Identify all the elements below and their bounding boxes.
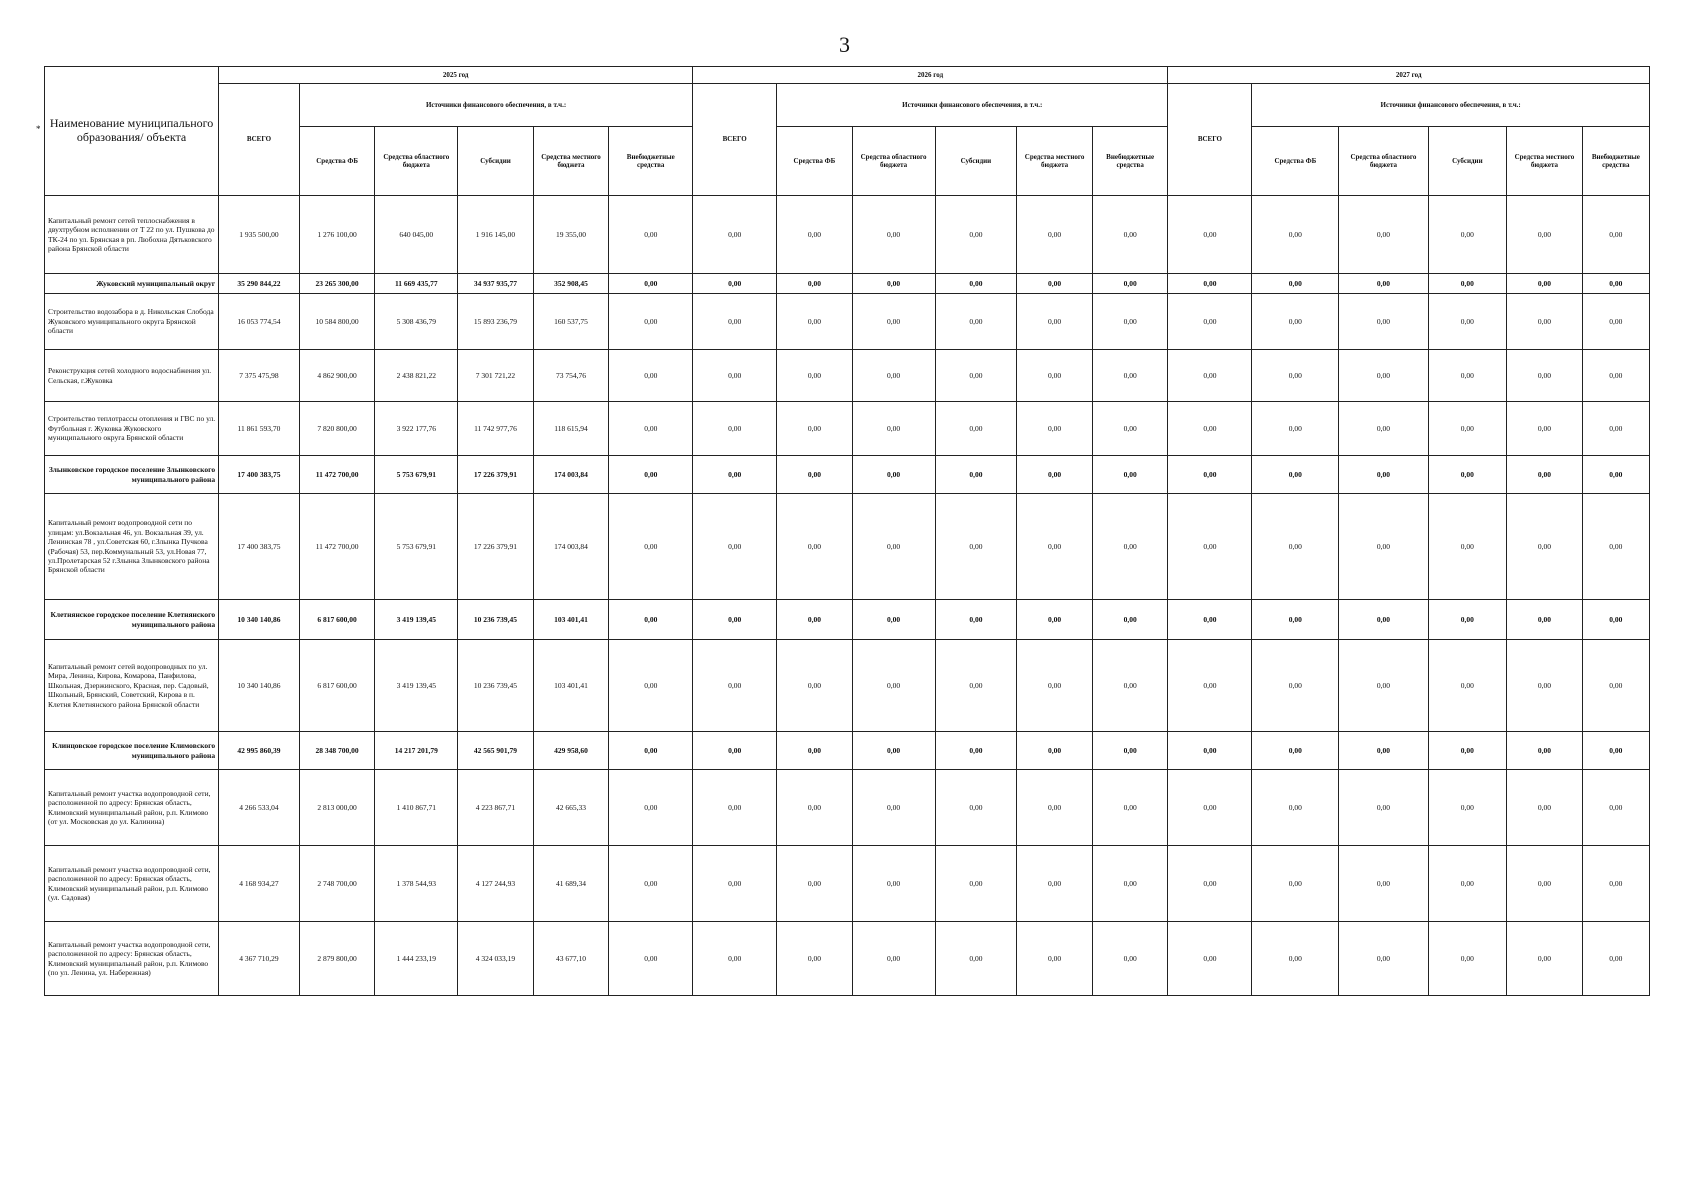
value-cell: 0,00 xyxy=(1252,640,1339,732)
value-cell: 0,00 xyxy=(1168,456,1252,494)
value-cell: 0,00 xyxy=(1017,732,1093,770)
value-cell: 0,00 xyxy=(1339,402,1428,456)
value-cell: 0,00 xyxy=(1428,494,1507,600)
value-cell: 0,00 xyxy=(693,640,777,732)
value-cell: 10 584 800,00 xyxy=(299,294,375,350)
value-cell: 41 689,34 xyxy=(533,846,609,922)
table-row xyxy=(45,350,1650,402)
value-cell: 0,00 xyxy=(935,456,1017,494)
value-cell: 14 217 201,79 xyxy=(375,732,458,770)
value-cell: 0,00 xyxy=(693,732,777,770)
value-cell: 103 401,41 xyxy=(533,600,609,640)
value-cell: 0,00 xyxy=(1017,494,1093,600)
object-name: Капитальный ремонт сетей водопроводных по ул. Мира, Ленина, Кирова, Комарова, Панфилова, Школьная, Дзержинского, Красная, пер. Садовый, Школьный, Брянский, Советский, Кирова в п. Клетня Клетнянского района Брянской области xyxy=(45,640,219,732)
value-cell: 0,00 xyxy=(1428,350,1507,402)
value-cell: 0,00 xyxy=(1017,640,1093,732)
value-cell: 0,00 xyxy=(1252,600,1339,640)
value-cell: 0,00 xyxy=(1168,732,1252,770)
value-cell: 4 367 710,29 xyxy=(219,922,300,996)
value-cell: 0,00 xyxy=(852,456,935,494)
subcol-regional-2025: Средства областного бюджета xyxy=(375,127,458,196)
value-cell: 0,00 xyxy=(1168,770,1252,846)
value-cell: 1 276 100,00 xyxy=(299,196,375,274)
value-cell: 10 236 739,45 xyxy=(458,640,534,732)
value-cell: 0,00 xyxy=(1428,402,1507,456)
subcol-fb-2027: Средства ФБ xyxy=(1252,127,1339,196)
value-cell: 0,00 xyxy=(935,770,1017,846)
value-cell: 0,00 xyxy=(1252,456,1339,494)
value-cell: 0,00 xyxy=(852,294,935,350)
value-cell: 3 419 139,45 xyxy=(375,640,458,732)
municipality-name: Клетнянское городское поселение Клетнянского муниципального района xyxy=(45,600,219,640)
value-cell: 0,00 xyxy=(693,922,777,996)
value-cell: 0,00 xyxy=(693,274,777,294)
subcol-local-2027: Средства местного бюджета xyxy=(1507,127,1583,196)
value-cell: 0,00 xyxy=(1017,846,1093,922)
value-cell: 0,00 xyxy=(609,922,693,996)
value-cell: 0,00 xyxy=(609,402,693,456)
value-cell: 15 893 236,79 xyxy=(458,294,534,350)
value-cell: 0,00 xyxy=(1428,274,1507,294)
subcol-fb-2026: Средства ФБ xyxy=(777,127,853,196)
value-cell: 0,00 xyxy=(1339,456,1428,494)
value-cell: 160 537,75 xyxy=(533,294,609,350)
value-cell: 0,00 xyxy=(609,640,693,732)
value-cell: 4 862 900,00 xyxy=(299,350,375,402)
value-cell: 0,00 xyxy=(1092,732,1168,770)
value-cell: 0,00 xyxy=(1092,922,1168,996)
value-cell: 0,00 xyxy=(1252,350,1339,402)
value-cell: 2 879 800,00 xyxy=(299,922,375,996)
value-cell: 0,00 xyxy=(693,600,777,640)
value-cell: 0,00 xyxy=(935,494,1017,600)
value-cell: 0,00 xyxy=(609,294,693,350)
value-cell: 0,00 xyxy=(1168,846,1252,922)
sources-header-2025: Источники финансового обеспечения, в т.ч.: xyxy=(299,84,692,127)
value-cell: 0,00 xyxy=(1507,494,1583,600)
value-cell: 5 753 679,91 xyxy=(375,494,458,600)
value-cell: 0,00 xyxy=(1507,600,1583,640)
value-cell: 0,00 xyxy=(1582,294,1649,350)
value-cell: 0,00 xyxy=(1582,402,1649,456)
year-header-2026: 2026 год xyxy=(693,67,1168,84)
value-cell: 0,00 xyxy=(777,640,853,732)
value-cell: 17 226 379,91 xyxy=(458,494,534,600)
value-cell: 0,00 xyxy=(1017,350,1093,402)
value-cell: 174 003,84 xyxy=(533,456,609,494)
value-cell: 0,00 xyxy=(693,456,777,494)
value-cell: 1 410 867,71 xyxy=(375,770,458,846)
value-cell: 0,00 xyxy=(609,196,693,274)
page-number: 3 xyxy=(839,32,850,57)
value-cell: 19 355,00 xyxy=(533,196,609,274)
value-cell: 0,00 xyxy=(1428,846,1507,922)
value-cell: 0,00 xyxy=(1092,456,1168,494)
value-cell: 43 677,10 xyxy=(533,922,609,996)
value-cell: 0,00 xyxy=(852,274,935,294)
value-cell: 0,00 xyxy=(777,456,853,494)
object-name: Капитальный ремонт сетей теплоснабжения в двухтрубном исполнении от Т 22 по ул. Пушкова до ТК-24 по ул. Брянская в рп. Любохна Дятьковского района Брянской области xyxy=(45,196,219,274)
value-cell: 0,00 xyxy=(1339,732,1428,770)
value-cell: 0,00 xyxy=(1017,600,1093,640)
table-row xyxy=(45,640,1650,732)
value-cell: 0,00 xyxy=(1017,294,1093,350)
value-cell: 0,00 xyxy=(1428,600,1507,640)
value-cell: 0,00 xyxy=(777,350,853,402)
value-cell: 0,00 xyxy=(1582,494,1649,600)
value-cell: 0,00 xyxy=(1428,196,1507,274)
value-cell: 0,00 xyxy=(1252,922,1339,996)
value-cell: 0,00 xyxy=(1092,274,1168,294)
value-cell: 10 236 739,45 xyxy=(458,600,534,640)
value-cell: 11 742 977,76 xyxy=(458,402,534,456)
value-cell: 0,00 xyxy=(852,402,935,456)
value-cell: 0,00 xyxy=(1092,402,1168,456)
object-name: Капитальный ремонт участка водопроводной сети, расположенной по адресу: Брянская область, Климовский муниципальный район, р.п. Климово (по ул. Ленина, ул. Набережная) xyxy=(45,922,219,996)
value-cell: 35 290 844,22 xyxy=(219,274,300,294)
value-cell: 0,00 xyxy=(609,600,693,640)
value-cell: 0,00 xyxy=(1582,274,1649,294)
value-cell: 5 753 679,91 xyxy=(375,456,458,494)
value-cell: 0,00 xyxy=(693,402,777,456)
municipality-name: Жуковский муниципальный округ xyxy=(45,274,219,294)
subcol-extrabudget-2026: Внебюджетные средства xyxy=(1092,127,1168,196)
value-cell: 42 565 901,79 xyxy=(458,732,534,770)
table-row xyxy=(45,294,1650,350)
value-cell: 6 817 600,00 xyxy=(299,600,375,640)
value-cell: 0,00 xyxy=(1168,600,1252,640)
value-cell: 42 995 860,39 xyxy=(219,732,300,770)
value-cell: 0,00 xyxy=(852,196,935,274)
value-cell: 10 340 140,86 xyxy=(219,600,300,640)
value-cell: 0,00 xyxy=(1582,846,1649,922)
value-cell: 0,00 xyxy=(1168,350,1252,402)
value-cell: 0,00 xyxy=(852,922,935,996)
value-cell: 0,00 xyxy=(1507,732,1583,770)
value-cell: 2 438 821,22 xyxy=(375,350,458,402)
value-cell: 0,00 xyxy=(1252,274,1339,294)
value-cell: 4 127 244,93 xyxy=(458,846,534,922)
value-cell: 0,00 xyxy=(1252,846,1339,922)
value-cell: 0,00 xyxy=(1582,770,1649,846)
object-name: Капитальный ремонт участка водопроводной сети, расположенной по адресу: Брянская область, Климовский муниципальный район, р.п. Климово (ул. Садовая) xyxy=(45,846,219,922)
value-cell: 0,00 xyxy=(1017,456,1093,494)
group-row xyxy=(45,600,1650,640)
value-cell: 0,00 xyxy=(1017,402,1093,456)
value-cell: 0,00 xyxy=(935,732,1017,770)
value-cell: 174 003,84 xyxy=(533,494,609,600)
value-cell: 11 472 700,00 xyxy=(299,456,375,494)
value-cell: 0,00 xyxy=(777,494,853,600)
value-cell: 1 935 500,00 xyxy=(219,196,300,274)
value-cell: 0,00 xyxy=(852,350,935,402)
value-cell: 2 748 700,00 xyxy=(299,846,375,922)
value-cell: 0,00 xyxy=(935,640,1017,732)
value-cell: 0,00 xyxy=(852,846,935,922)
value-cell: 0,00 xyxy=(1168,494,1252,600)
budget-table-container xyxy=(44,66,1650,1053)
value-cell: 73 754,76 xyxy=(533,350,609,402)
object-name: Реконструкция сетей холодного водоснабжения ул. Сельская, г.Жуковка xyxy=(45,350,219,402)
value-cell: 0,00 xyxy=(1252,494,1339,600)
name-column-header: Наименование муниципального образования/ объекта xyxy=(45,67,219,196)
value-cell: 0,00 xyxy=(1092,196,1168,274)
municipality-name: Клинцовское городское поселение Климовского муниципального района xyxy=(45,732,219,770)
value-cell: 0,00 xyxy=(1507,846,1583,922)
value-cell: 0,00 xyxy=(1428,770,1507,846)
value-cell: 0,00 xyxy=(1507,294,1583,350)
value-cell: 0,00 xyxy=(777,402,853,456)
value-cell: 7 375 475,98 xyxy=(219,350,300,402)
value-cell: 0,00 xyxy=(1582,350,1649,402)
value-cell: 0,00 xyxy=(1507,922,1583,996)
value-cell: 0,00 xyxy=(777,196,853,274)
value-cell: 4 266 533,04 xyxy=(219,770,300,846)
value-cell: 16 053 774,54 xyxy=(219,294,300,350)
value-cell: 0,00 xyxy=(1507,402,1583,456)
value-cell: 0,00 xyxy=(1582,600,1649,640)
table-row xyxy=(45,494,1650,600)
value-cell: 4 223 867,71 xyxy=(458,770,534,846)
value-cell: 5 308 436,79 xyxy=(375,294,458,350)
sources-header-2027: Источники финансового обеспечения, в т.ч.: xyxy=(1252,84,1650,127)
total-header-2027: ВСЕГО xyxy=(1168,84,1252,196)
table-header xyxy=(45,67,1650,196)
table-body xyxy=(45,196,1650,996)
value-cell: 0,00 xyxy=(693,494,777,600)
subcol-local-2025: Средства местного бюджета xyxy=(533,127,609,196)
subcol-subsidies-2026: Субсидии xyxy=(935,127,1017,196)
value-cell: 0,00 xyxy=(693,350,777,402)
value-cell: 0,00 xyxy=(1428,732,1507,770)
value-cell: 4 324 033,19 xyxy=(458,922,534,996)
group-row xyxy=(45,732,1650,770)
subcol-fb-2025: Средства ФБ xyxy=(299,127,375,196)
subcol-subsidies-2025: Субсидии xyxy=(458,127,534,196)
table-row xyxy=(45,402,1650,456)
value-cell: 0,00 xyxy=(1339,846,1428,922)
value-cell: 0,00 xyxy=(693,770,777,846)
value-cell: 0,00 xyxy=(852,600,935,640)
value-cell: 0,00 xyxy=(1339,600,1428,640)
value-cell: 0,00 xyxy=(609,274,693,294)
subcol-extrabudget-2027: Внебюджетные средства xyxy=(1582,127,1649,196)
subcol-local-2026: Средства местного бюджета xyxy=(1017,127,1093,196)
value-cell: 0,00 xyxy=(1428,640,1507,732)
value-cell: 0,00 xyxy=(1582,196,1649,274)
value-cell: 0,00 xyxy=(1092,846,1168,922)
value-cell: 352 908,45 xyxy=(533,274,609,294)
value-cell: 0,00 xyxy=(935,922,1017,996)
value-cell: 11 472 700,00 xyxy=(299,494,375,600)
value-cell: 0,00 xyxy=(693,196,777,274)
subcol-extrabudget-2025: Внебюджетные средства xyxy=(609,127,693,196)
total-header-2025: ВСЕГО xyxy=(219,84,300,196)
value-cell: 0,00 xyxy=(1428,922,1507,996)
value-cell: 0,00 xyxy=(1339,922,1428,996)
value-cell: 0,00 xyxy=(935,846,1017,922)
value-cell: 10 340 140,86 xyxy=(219,640,300,732)
value-cell: 1 378 544,93 xyxy=(375,846,458,922)
value-cell: 0,00 xyxy=(1582,640,1649,732)
value-cell: 0,00 xyxy=(1092,640,1168,732)
value-cell: 0,00 xyxy=(935,402,1017,456)
table-row xyxy=(45,922,1650,996)
subcol-subsidies-2027: Субсидии xyxy=(1428,127,1507,196)
value-cell: 0,00 xyxy=(1339,350,1428,402)
value-cell: 42 665,33 xyxy=(533,770,609,846)
value-cell: 0,00 xyxy=(1339,770,1428,846)
value-cell: 0,00 xyxy=(1017,274,1093,294)
value-cell: 0,00 xyxy=(1339,196,1428,274)
value-cell: 28 348 700,00 xyxy=(299,732,375,770)
value-cell: 0,00 xyxy=(1092,494,1168,600)
value-cell: 23 265 300,00 xyxy=(299,274,375,294)
value-cell: 0,00 xyxy=(1507,274,1583,294)
value-cell: 0,00 xyxy=(777,274,853,294)
group-row xyxy=(45,274,1650,294)
value-cell: 0,00 xyxy=(935,196,1017,274)
value-cell: 0,00 xyxy=(609,494,693,600)
value-cell: 640 045,00 xyxy=(375,196,458,274)
value-cell: 0,00 xyxy=(1252,294,1339,350)
value-cell: 3 419 139,45 xyxy=(375,600,458,640)
value-cell: 0,00 xyxy=(1092,600,1168,640)
value-cell: 0,00 xyxy=(1168,922,1252,996)
value-cell: 0,00 xyxy=(1507,456,1583,494)
value-cell: 0,00 xyxy=(1507,196,1583,274)
subcol-regional-2027: Средства областного бюджета xyxy=(1339,127,1428,196)
table-row xyxy=(45,196,1650,274)
value-cell: 0,00 xyxy=(852,770,935,846)
value-cell: 0,00 xyxy=(777,600,853,640)
value-cell: 0,00 xyxy=(1339,494,1428,600)
value-cell: 0,00 xyxy=(1168,274,1252,294)
margin-mark: * xyxy=(36,124,41,134)
value-cell: 0,00 xyxy=(1507,770,1583,846)
value-cell: 0,00 xyxy=(1507,640,1583,732)
value-cell: 0,00 xyxy=(1252,770,1339,846)
value-cell: 3 922 177,76 xyxy=(375,402,458,456)
value-cell: 0,00 xyxy=(693,294,777,350)
value-cell: 0,00 xyxy=(1252,732,1339,770)
value-cell: 11 669 435,77 xyxy=(375,274,458,294)
table-row xyxy=(45,770,1650,846)
value-cell: 0,00 xyxy=(1092,770,1168,846)
value-cell: 7 301 721,22 xyxy=(458,350,534,402)
subcol-regional-2026: Средства областного бюджета xyxy=(852,127,935,196)
value-cell: 17 226 379,91 xyxy=(458,456,534,494)
value-cell: 0,00 xyxy=(1168,294,1252,350)
value-cell: 0,00 xyxy=(609,732,693,770)
value-cell: 0,00 xyxy=(1582,922,1649,996)
value-cell: 103 401,41 xyxy=(533,640,609,732)
object-name: Капитальный ремонт участка водопроводной сети, расположенной по адресу: Брянская область, Климовский муниципальный район, р.п. Климово (от ул. Московская до ул. Калинина) xyxy=(45,770,219,846)
value-cell: 4 168 934,27 xyxy=(219,846,300,922)
value-cell: 0,00 xyxy=(1428,456,1507,494)
value-cell: 0,00 xyxy=(777,294,853,350)
value-cell: 0,00 xyxy=(852,494,935,600)
value-cell: 0,00 xyxy=(1339,640,1428,732)
value-cell: 0,00 xyxy=(1092,294,1168,350)
value-cell: 0,00 xyxy=(935,600,1017,640)
value-cell: 0,00 xyxy=(1339,274,1428,294)
value-cell: 0,00 xyxy=(777,770,853,846)
value-cell: 1 916 145,00 xyxy=(458,196,534,274)
municipality-name: Злынковское городское поселение Злынковского муниципального района xyxy=(45,456,219,494)
value-cell: 0,00 xyxy=(935,294,1017,350)
value-cell: 0,00 xyxy=(693,846,777,922)
value-cell: 0,00 xyxy=(1017,922,1093,996)
object-name: Строительство водозабора в д. Никольская Слобода Жуковского муниципального округа Брянской области xyxy=(45,294,219,350)
sources-header-2026: Источники финансового обеспечения, в т.ч.: xyxy=(777,84,1168,127)
value-cell: 1 444 233,19 xyxy=(375,922,458,996)
year-header-2025: 2025 год xyxy=(219,67,693,84)
value-cell: 118 615,94 xyxy=(533,402,609,456)
value-cell: 34 937 935,77 xyxy=(458,274,534,294)
value-cell: 0,00 xyxy=(609,456,693,494)
value-cell: 0,00 xyxy=(609,770,693,846)
value-cell: 6 817 600,00 xyxy=(299,640,375,732)
value-cell: 0,00 xyxy=(1168,196,1252,274)
value-cell: 0,00 xyxy=(1582,456,1649,494)
group-row xyxy=(45,456,1650,494)
value-cell: 429 958,60 xyxy=(533,732,609,770)
value-cell: 0,00 xyxy=(777,846,853,922)
value-cell: 17 400 383,75 xyxy=(219,494,300,600)
value-cell: 0,00 xyxy=(1582,732,1649,770)
value-cell: 0,00 xyxy=(609,350,693,402)
value-cell: 2 813 000,00 xyxy=(299,770,375,846)
value-cell: 0,00 xyxy=(1252,402,1339,456)
value-cell: 0,00 xyxy=(1168,640,1252,732)
value-cell: 0,00 xyxy=(935,350,1017,402)
value-cell: 0,00 xyxy=(609,846,693,922)
object-name: Капитальный ремонт водопроводной сети по улицам: ул.Вокзальная 46, ул. Вокзальная 39, ул. Ленинская 78 , ул.Советская 60, г.Злынка Пучкова (Рабочая) 53, пер.Коммунальный 53, ул.Новая 77, ул.Пролетарская 52 г.Злынка Злынковского района Брянской области xyxy=(45,494,219,600)
value-cell: 0,00 xyxy=(1252,196,1339,274)
table-row xyxy=(45,846,1650,922)
value-cell: 0,00 xyxy=(1017,770,1093,846)
value-cell: 7 820 800,00 xyxy=(299,402,375,456)
value-cell: 0,00 xyxy=(1017,196,1093,274)
value-cell: 0,00 xyxy=(1339,294,1428,350)
value-cell: 0,00 xyxy=(852,640,935,732)
value-cell: 0,00 xyxy=(852,732,935,770)
value-cell: 0,00 xyxy=(1168,402,1252,456)
year-header-2027: 2027 год xyxy=(1168,67,1650,84)
value-cell: 0,00 xyxy=(1428,294,1507,350)
total-header-2026: ВСЕГО xyxy=(693,84,777,196)
budget-table xyxy=(44,66,1650,996)
value-cell: 0,00 xyxy=(777,922,853,996)
value-cell: 0,00 xyxy=(1092,350,1168,402)
value-cell: 0,00 xyxy=(777,732,853,770)
value-cell: 17 400 383,75 xyxy=(219,456,300,494)
value-cell: 11 861 593,70 xyxy=(219,402,300,456)
value-cell: 0,00 xyxy=(935,274,1017,294)
object-name: Строительство теплотрассы отопления и ГВС по ул. Футбольная г. Жуковка Жуковского муниципального округа Брянской области xyxy=(45,402,219,456)
value-cell: 0,00 xyxy=(1507,350,1583,402)
